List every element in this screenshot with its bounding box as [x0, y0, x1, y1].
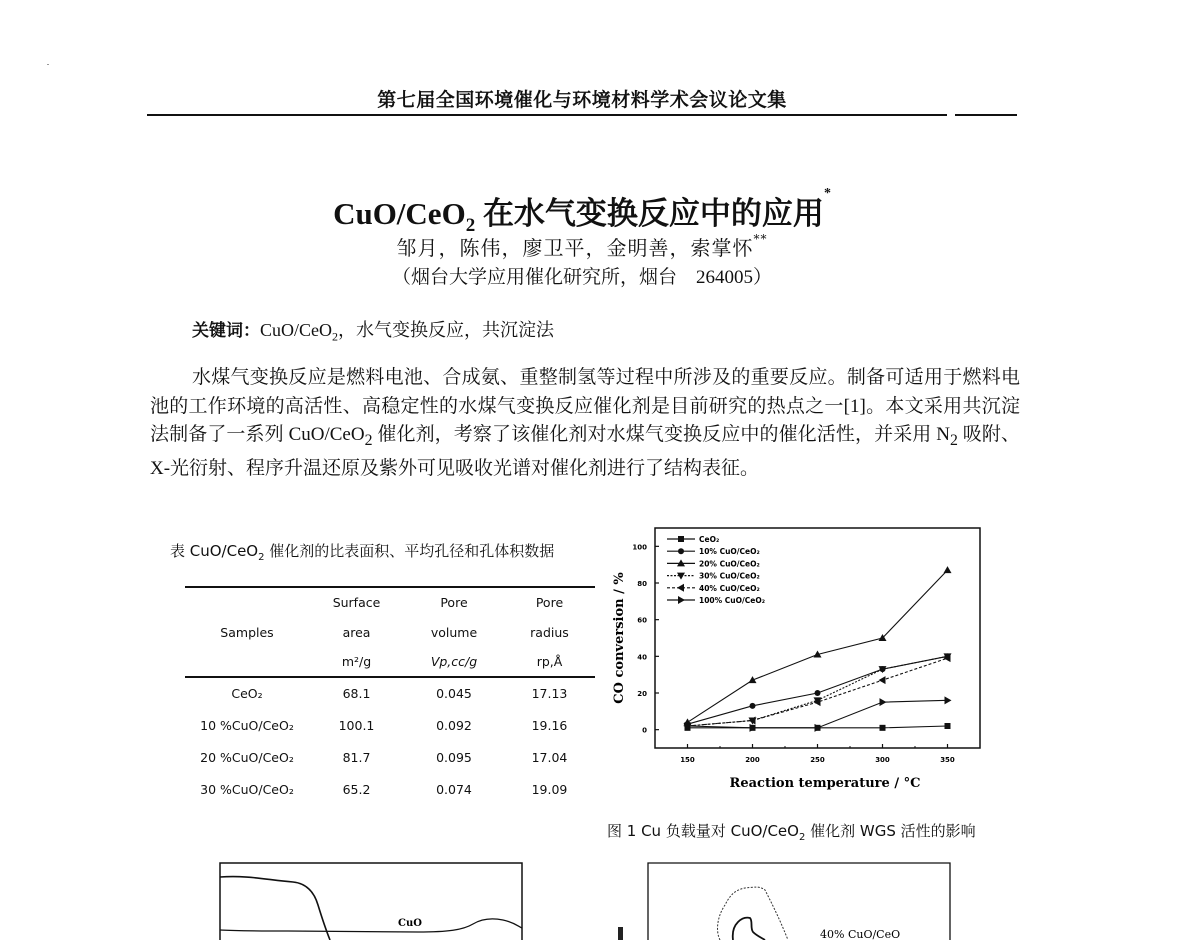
- table-caption: 表 CuO/CeO$_2$ 催化剂的比表面积、平均孔径和孔体积数据: [170, 542, 555, 563]
- x-axis-label: Reaction temperature / °C: [729, 776, 921, 791]
- tpr-curve-solid: [733, 918, 765, 940]
- svg-text:250: 250: [810, 756, 825, 764]
- y-axis-label: CO conversion / %: [612, 572, 627, 704]
- cell-volume: 0.092: [436, 717, 472, 733]
- header-rule-end: [955, 114, 1017, 116]
- cell-area: 100.1: [338, 717, 375, 733]
- table-row: [185, 773, 595, 805]
- svg-text:100: 100: [632, 543, 647, 552]
- svg-text:200: 200: [745, 756, 760, 764]
- header-volume-unit: Vp,cc/g: [430, 654, 478, 669]
- header-volume-l1: Pore: [440, 595, 468, 610]
- legend-entry: 10% CuO/CeO₂: [699, 547, 760, 557]
- tpr-plot: [610, 860, 955, 940]
- y-axis-label-fragment: [618, 927, 623, 940]
- sample-label: 40% CuO/CeO: [820, 928, 901, 940]
- svg-text:0: 0: [642, 726, 647, 735]
- legend-entry: CeO₂: [699, 535, 720, 544]
- cell-area: 81.7: [342, 749, 371, 765]
- cell-volume: 0.074: [436, 781, 472, 797]
- author-list: 邹月，陈伟，廖卫平，金明善，索掌怀**: [396, 232, 768, 260]
- svg-text:20: 20: [637, 690, 647, 698]
- header-surface-unit: m²/g: [341, 654, 372, 669]
- cell-radius: 17.04: [531, 749, 568, 765]
- svg-text:40: 40: [637, 653, 647, 662]
- body-paragraph: 水煤气变换反应是燃料电池、合成氨、重整制氢等过程中所涉及的重要反应。制备可适用于燃料电池的工作环境的高活性、高稳定性的水煤气变换反应催化剂是目前研究的热点之一[1]。本文采用共沉淀法制备了一系列 CuO/CeO$_2$ 催化剂，考察了该催化剂对水煤气变换反应中的催化活性，并采用 $N_2$ 吸附、X-光衍射、程序升温还原及紫外可见吸收光谱对催化剂进行了结构表征。: [150, 367, 1020, 480]
- cell-sample: 20 %CuO/CeO₂: [200, 749, 294, 765]
- running-head: 第七届全国环境催化与环境材料学术会议论文集: [377, 89, 787, 111]
- header-rule: [147, 114, 947, 116]
- line-chart: [605, 525, 1005, 805]
- surface-area-table: [185, 586, 595, 805]
- cell-volume: 0.095: [436, 749, 472, 765]
- svg-text:60: 60: [637, 616, 647, 625]
- table-row: [185, 677, 595, 709]
- paper-title: CuO/CeO$_2$ 在水气变换反应中的应用*: [333, 186, 831, 237]
- chart-legend: [667, 535, 765, 605]
- svg-text:350: 350: [940, 756, 955, 764]
- legend-entry: 40% CuO/CeO₂: [699, 583, 760, 593]
- keywords: 关键词：CuO/CeO$_2$，水气变换反应，共沉淀法: [192, 320, 554, 344]
- svg-text:150: 150: [680, 756, 695, 764]
- header-radius-unit: rp,Å: [536, 654, 563, 669]
- tpr-chart: [610, 860, 955, 940]
- x-axis-ticks: [680, 744, 980, 764]
- cell-sample: CeO₂: [231, 686, 263, 701]
- cell-sample: 30 %CuO/CeO₂: [200, 781, 294, 797]
- header-radius-l1: Pore: [535, 595, 564, 610]
- cell-sample: 10 %CuO/CeO₂: [200, 717, 294, 733]
- cuo-label: CuO: [398, 918, 422, 929]
- legend-entry: 30% CuO/CeO₂: [699, 571, 760, 581]
- cell-volume: 0.045: [436, 686, 472, 701]
- spectrum-plot: [218, 860, 528, 940]
- cell-radius: 17.13: [531, 686, 568, 701]
- series-1: [685, 653, 951, 727]
- legend-entry: 100% CuO/CeO₂: [699, 596, 765, 605]
- cell-area: 65.2: [342, 781, 371, 797]
- scan-speck: [47, 64, 49, 65]
- header-samples: Samples: [220, 624, 274, 640]
- affiliation: （烟台大学应用催化研究所，烟台 264005）: [391, 267, 772, 288]
- header-volume-l2: volume: [430, 624, 478, 640]
- cell-area: 68.1: [342, 686, 371, 701]
- header-samples-l1: [185, 587, 309, 617]
- svg-text:300: 300: [875, 756, 890, 764]
- header-radius-l2: radius: [530, 624, 569, 640]
- table-row: [185, 741, 595, 773]
- header-samples-l3: [185, 647, 309, 677]
- figure-caption: 图 1 Cu 负载量对 CuO/CeO$_2$ 催化剂 WGS 活性的影响: [607, 822, 976, 843]
- svg-text:80: 80: [637, 580, 647, 588]
- uv-vis-spectrum-chart: [218, 860, 528, 940]
- table-row: [185, 709, 595, 741]
- spectrum-curve-cuo: [220, 919, 522, 932]
- header-surface-l1: Surface: [332, 595, 381, 610]
- co-conversion-chart: [605, 525, 1005, 805]
- cell-radius: 19.16: [531, 717, 568, 733]
- header-surface-l2: area: [342, 624, 371, 640]
- legend-entry: 20% CuO/CeO₂: [699, 559, 760, 569]
- cell-radius: 19.09: [531, 781, 568, 797]
